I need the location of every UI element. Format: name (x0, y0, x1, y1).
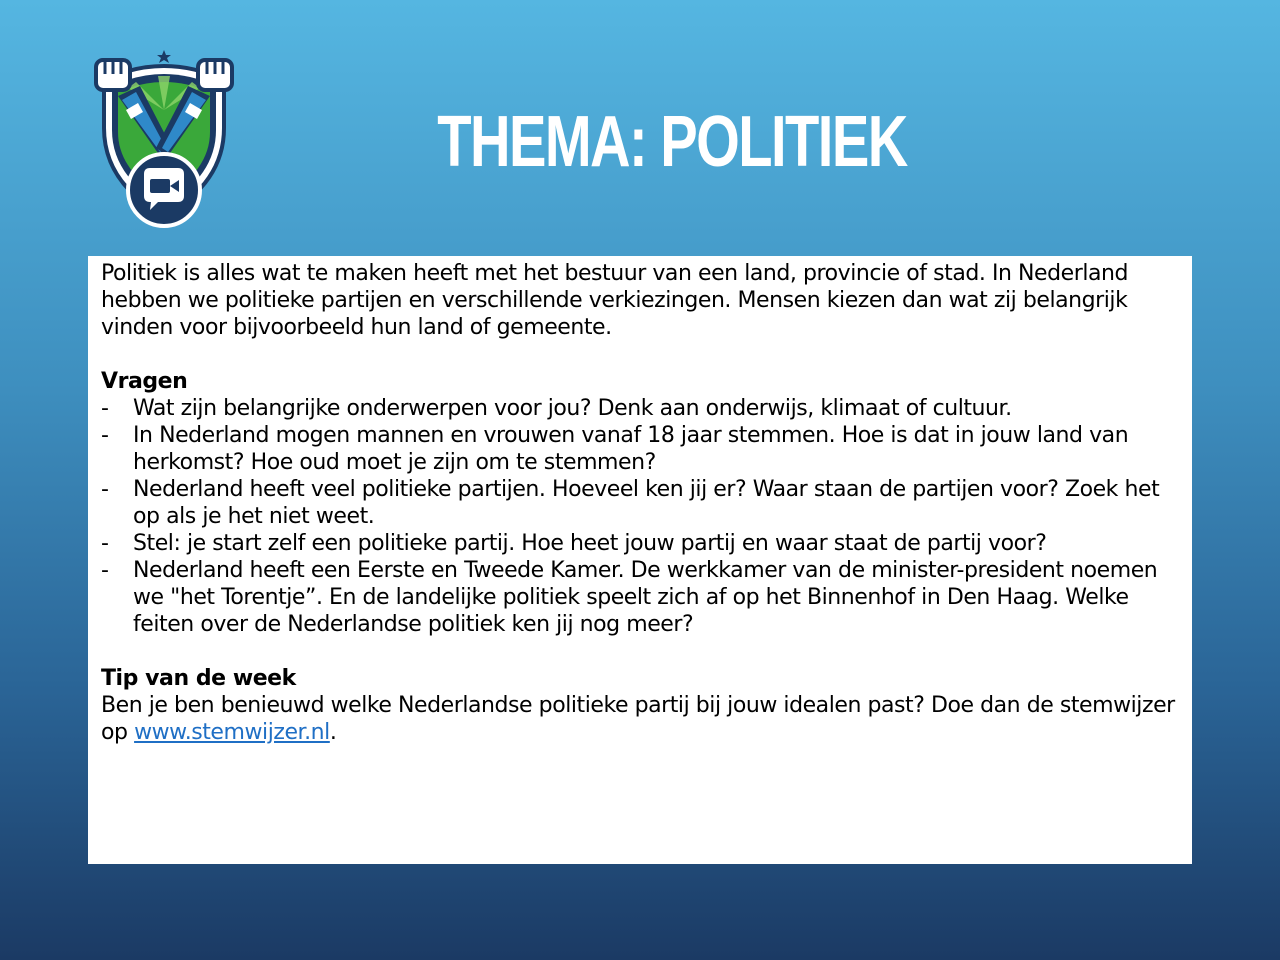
spacer (101, 638, 1180, 665)
question-text: In Nederland mogen mannen en vrouwen vanaf 18 jaar stemmen. Hoe is dat in jouw land van herkomst? Hoe oud moet je zijn om te stemmen? (133, 423, 1129, 475)
list-item (101, 530, 1180, 557)
list-item (101, 557, 1180, 638)
list-item (101, 422, 1180, 476)
question-text: Nederland heeft veel politieke partijen. Hoeveel ken jij er? Waar staan de partijen voor? Zoek het op als je het niet weet. (133, 477, 1160, 529)
page-title: THEMA: POLITIEK (437, 102, 907, 182)
bullet-dash: - (101, 531, 109, 556)
bullet-dash: - (101, 477, 109, 502)
tip-text (101, 692, 1180, 746)
bullet-dash: - (101, 396, 109, 421)
content-card (88, 256, 1192, 864)
logo (88, 48, 240, 230)
stemwijzer-link[interactable]: www.stemwijzer.nl (134, 720, 330, 745)
list-item (101, 395, 1180, 422)
list-item (101, 476, 1180, 530)
shield-fists-chat-camera-icon (88, 48, 240, 230)
spacer (101, 341, 1180, 368)
tip-heading: Tip van de week (101, 666, 296, 691)
question-text: Nederland heeft een Eerste en Tweede Kamer. De werkkamer van de minister-president noemen we "het Torentje”. En de landelijke politiek speelt zich af op het Binnenhof in Den Haag. Welke feiten over de Nederlandse politiek ken jij nog meer? (133, 558, 1158, 637)
tip-text-after: . (329, 720, 337, 745)
bullet-dash: - (101, 423, 109, 448)
question-list (101, 395, 1180, 638)
question-text: Stel: je start zelf een politieke partij. Hoe heet jouw partij en waar staat de partij voor? (133, 531, 1047, 556)
question-text: Wat zijn belangrijke onderwerpen voor jou? Denk aan onderwijs, klimaat of cultuur. (133, 396, 1012, 421)
intro-text: Politiek is alles wat te maken heeft met het bestuur van een land, provincie of stad. In Nederland hebben we politieke partijen en verschillende verkiezingen. Mensen kiezen dan wat zij belangrijk vinden voor bijvoorbeeld hun land of gemeente. (101, 261, 1129, 340)
tip-text-before: Ben je ben benieuwd welke Nederlandse politieke partij bij jouw idealen past? Doe dan de stemwijzer op (101, 693, 1175, 745)
questions-heading: Vragen (101, 369, 188, 394)
bullet-dash: - (101, 558, 109, 583)
